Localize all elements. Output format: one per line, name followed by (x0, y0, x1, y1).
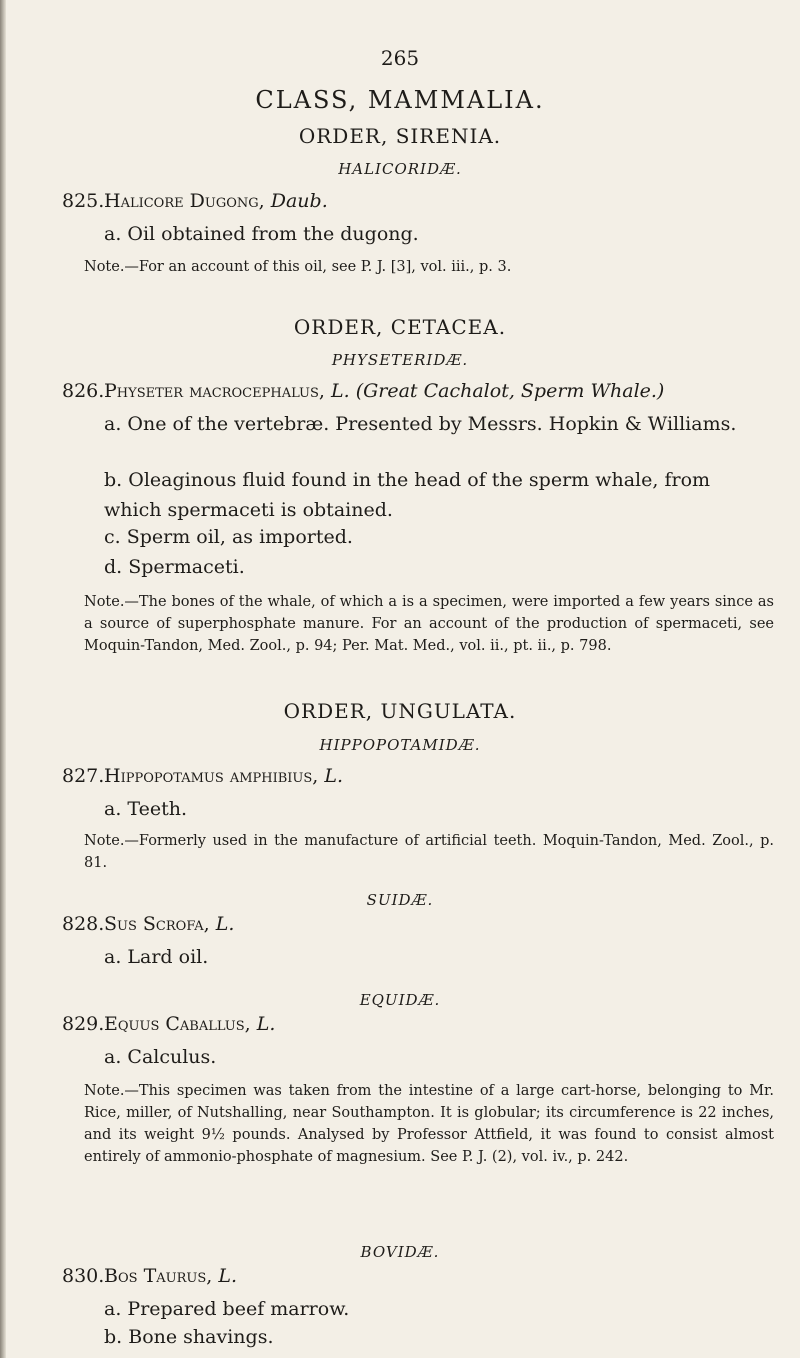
entry-number: 827. (62, 765, 105, 787)
order-heading-ungulata: ORDER, UNGULATA. (283, 699, 517, 723)
item-826b: b. Oleaginous fluid found in the head of the sperm whale, from which spermaceti is obtained. (104, 469, 711, 521)
family-heading-suidae: SUIDÆ. (366, 891, 434, 909)
entry-830 (62, 1265, 237, 1287)
item-825a: a. Oil obtained from the dugong. (104, 223, 419, 245)
entry-828 (62, 913, 234, 935)
entry-827 (62, 765, 343, 787)
authority: L. (324, 765, 344, 787)
common-name: (Great Cachalot, Sperm Whale.) (355, 380, 665, 402)
authority: L. (256, 1013, 276, 1035)
family-heading-physeteridae: PHYSETERIDÆ. (331, 351, 469, 369)
note-829: Note.—This specimen was taken from the intestine of a large cart-horse, belonging to Mr. Rice, miller, of Nutshalling, near Southampton. It is globular; its circumference is 22 inches, and its weight 9½ pounds. Analysed by Professor Attfield, it was found to consist almost entirely of ammonio-phosphate of magnesium. See P. J. (2), vol. iv., p. 242. (84, 1083, 774, 1165)
species-name: Bos Taurus, (104, 1265, 213, 1287)
item-827a: a. Teeth. (104, 798, 188, 820)
family-heading-hippopotamidae: HIPPOPOTAMIDÆ. (319, 736, 481, 754)
entry-number: 830. (62, 1265, 105, 1287)
note-827: Note.—Formerly used in the manufacture of artificial teeth. Moquin-Tandon, Med. Zool., p. 81. (84, 833, 774, 871)
order-heading-cetacea: ORDER, CETACEA. (293, 315, 507, 339)
family-heading-equidae: EQUIDÆ. (359, 991, 441, 1009)
entry-826 (62, 380, 664, 402)
item-826a: a. One of the vertebræ. Presented by Messrs. Hopkin & Williams. (104, 413, 737, 435)
page-number: 265 (380, 46, 420, 70)
item-826c: c. Sperm oil, as imported. (104, 526, 353, 548)
authority: L. (215, 913, 235, 935)
item-829a: a. Calculus. (104, 1046, 217, 1068)
entry-number: 825. (62, 190, 105, 212)
family-heading-halicoridae: HALICORIDÆ. (338, 160, 462, 178)
entry-number: 828. (62, 913, 105, 935)
species-name: Equus Caballus, (104, 1013, 251, 1035)
authority: L. (330, 380, 350, 402)
authority: Daub. (270, 190, 328, 212)
species-name: Sus Scrofa, (104, 913, 210, 935)
authority: L. (218, 1265, 237, 1287)
entry-number: 829. (62, 1013, 105, 1035)
entry-829 (62, 1013, 275, 1035)
page-edge (0, 0, 6, 1358)
order-heading-sirenia: ORDER, SIRENIA. (298, 124, 502, 148)
family-heading-bovidae: BOVIDÆ. (360, 1243, 440, 1261)
item-828a: a. Lard oil. (104, 946, 209, 968)
note-826: Note.—The bones of the whale, of which a is a specimen, were imported a few years since as a source of superphosphate manure. For an account of the production of spermaceti, see Moquin-Tandon, Med. Zool., p. 94; Per. Mat. Med., vol. ii., pt. ii., p. 798. (84, 594, 774, 654)
species-name: Halicore Dugong, (104, 190, 265, 212)
item-830b: b. Bone shavings. (104, 1326, 274, 1348)
species-name: Hippopotamus amphibius, (104, 765, 319, 787)
note-825: Note.—For an account of this oil, see P. J. [3], vol. iii., p. 3. (84, 259, 512, 275)
entry-number: 826. (62, 380, 105, 402)
entry-825 (62, 190, 328, 212)
item-826d: d. Spermaceti. (104, 556, 245, 578)
class-heading: CLASS, MAMMALIA. (255, 86, 545, 114)
species-name: Physeter macrocephalus, (104, 380, 325, 402)
item-830a: a. Prepared beef marrow. (104, 1298, 350, 1320)
